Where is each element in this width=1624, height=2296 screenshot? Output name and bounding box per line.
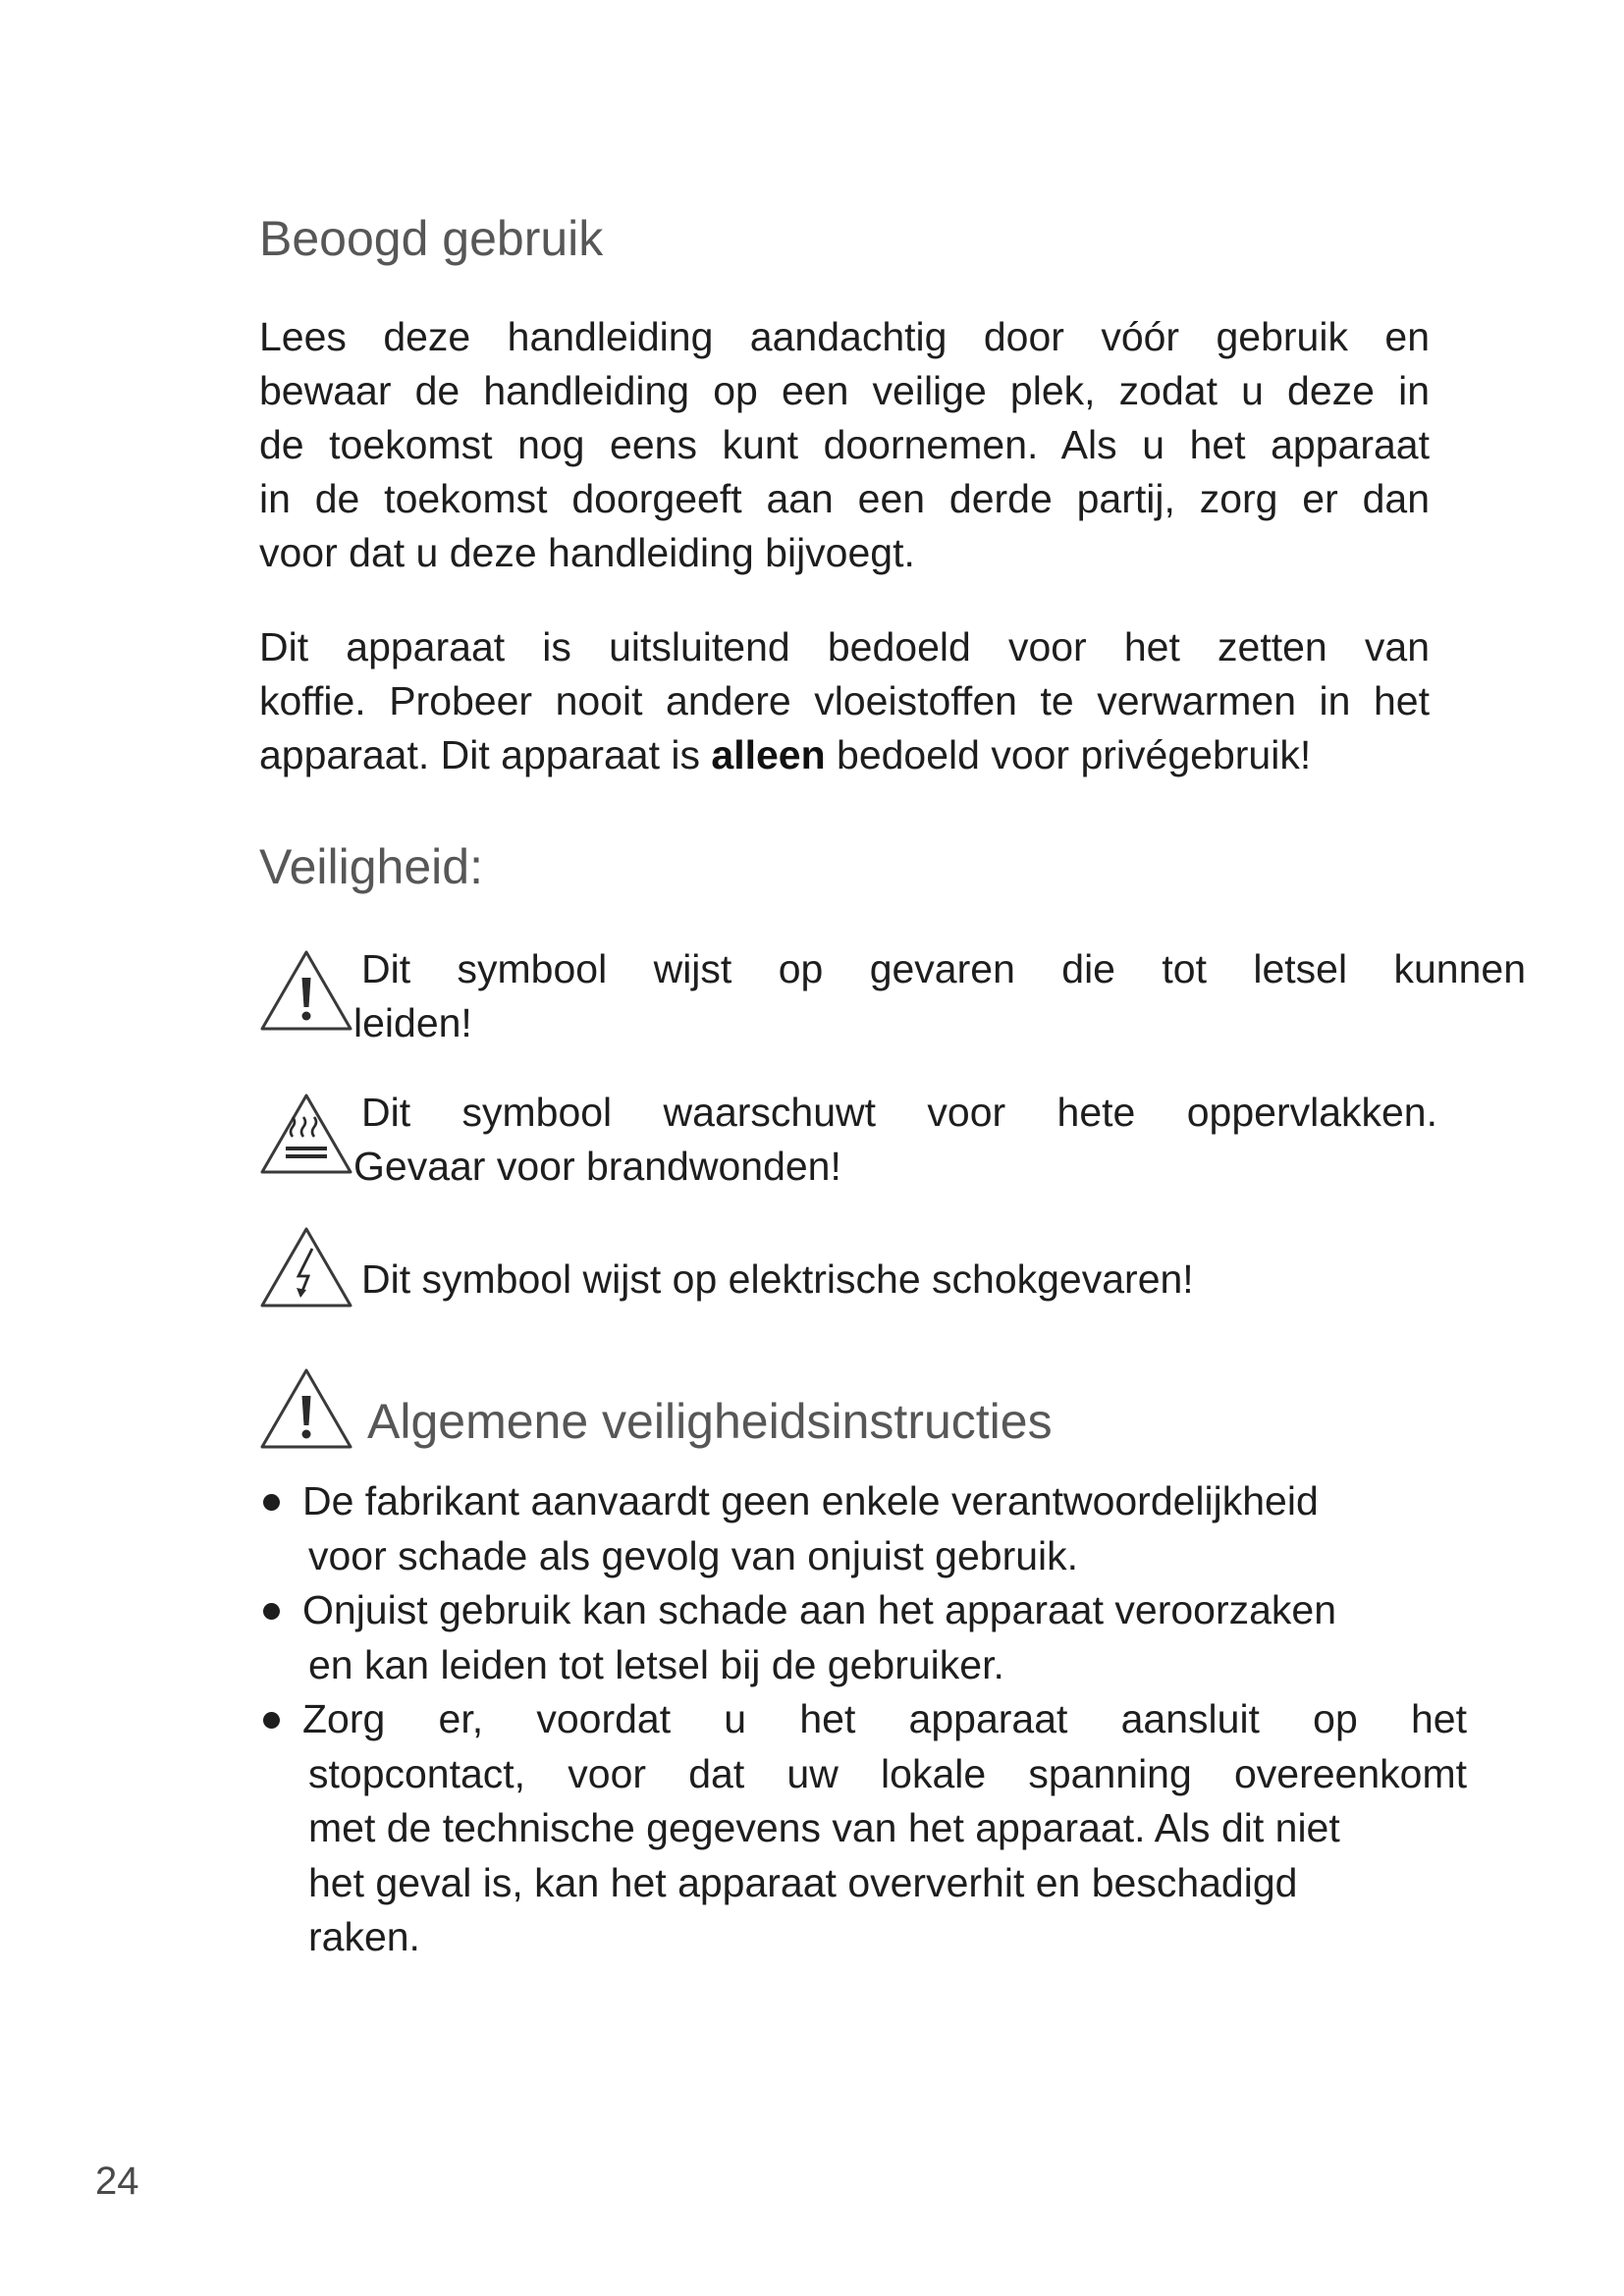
text-line: Dit symbool waarschuwt voor hete oppervlakken. [361,1090,1437,1135]
symbol-text [353,1086,1437,1194]
text-line: Dit symbool wijst op gevaren die tot letsel kunnen [361,946,1526,991]
text-line: Dit apparaat is uitsluitend bedoeld voor het zetten van [259,624,1430,669]
text-line: bewaar de handleiding op een veilige plek, zodat u deze in [259,368,1430,413]
text-segment: apparaat. Dit apparaat is [259,732,712,777]
text-line: stopcontact, voor dat uw lokale spanning overeenkomt [308,1750,1467,1796]
symbol-row-injury [259,942,1526,1050]
page-number: 24 [95,2160,139,2203]
text-line: het geval is, kan het apparaat oververhit en beschadigd [308,1859,1298,1905]
symbol-row-hot-surface [259,1086,1437,1194]
text-line: Onjuist gebruik kan schade aan het apparaat veroorzaken [302,1587,1337,1632]
safety-bullet-list [259,1474,1467,1965]
electric-shock-icon [259,1225,353,1309]
list-item [259,1583,1467,1692]
text-line: Zorg er, voordat u het apparaat aansluit op het [302,1696,1467,1741]
text-line: Gevaar voor brandwonden! [353,1144,841,1189]
heading-general-safety: Algemene veiligheidsinstructies [367,1394,1053,1449]
text-line: Dit symbool wijst op elektrische schokgevaren! [361,1256,1194,1302]
symbol-row-electric [259,1225,1526,1313]
text-line: koffie. Probeer nooit andere vloeistoffen te verwarmen in het [259,678,1430,723]
usage-paragraph-1 [259,310,1430,580]
text-line: De fabrikant aanvaardt geen enkele verantwoordelijkheid [302,1478,1319,1523]
warning-exclamation-icon [259,1366,353,1451]
bullet-icon [263,1494,280,1511]
text-line: leiden! [353,1000,472,1045]
text-line: voor dat u deze handleiding bijvoegt. [259,530,915,575]
heading-safety: Veiligheid: [259,839,483,894]
bullet-icon [263,1603,280,1620]
hot-surface-icon [259,1092,353,1176]
emphasis-alleen: alleen [711,732,826,777]
text-line: Lees deze handleiding aandachtig door vóór gebruik en [259,314,1430,359]
text-line: in de toekomst doorgeeft aan een derde partij, zorg er dan [259,476,1430,521]
text-line: voor schade als gevolg van onjuist gebruik. [308,1532,1079,1578]
symbol-text [353,942,1526,1050]
text-line: en kan leiden tot letsel bij de gebruiker. [308,1641,1004,1687]
list-item [259,1474,1467,1583]
heading-intended-use: Beoogd gebruik [259,211,604,266]
text-line: de toekomst nog eens kunt doornemen. Als u het apparaat [259,422,1430,467]
text-line: raken. [308,1914,420,1959]
symbol-text [361,1253,1526,1307]
usage-paragraph-2 [259,620,1430,782]
text-line: met de technische gegevens van het apparaat. Als dit niet [308,1805,1340,1850]
text-segment: bedoeld voor privégebruik! [825,732,1312,777]
bullet-icon [263,1712,280,1729]
list-item [259,1692,1467,1965]
text-line [259,728,1430,782]
warning-exclamation-icon [259,948,353,1033]
